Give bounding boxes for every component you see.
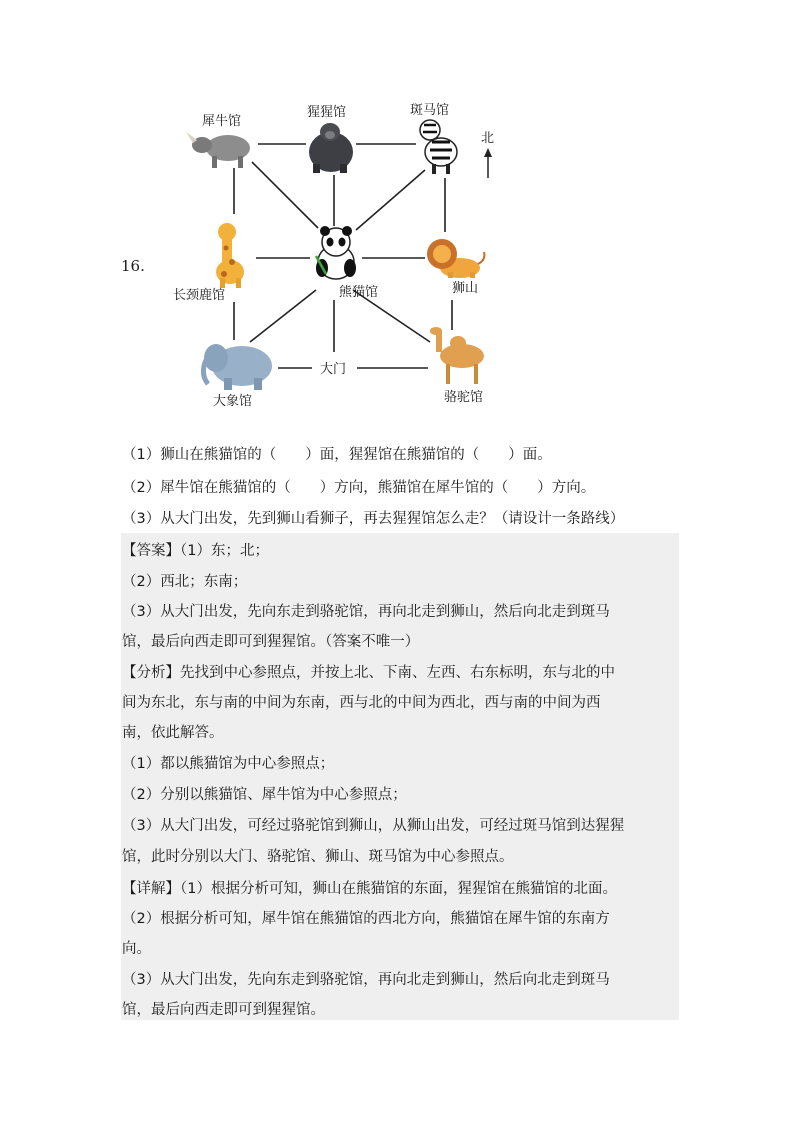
question-1: （1）狮山在熊猫馆的（ ）面，猩猩馆在熊猫馆的（ ）面。: [122, 447, 552, 463]
camel-label: 骆驼馆: [444, 390, 484, 405]
answer-header: 【答案】（1）东；北；: [122, 543, 269, 559]
analysis-header: 【分析】先找到中心参照点，并按上北、下南、左西、右东标明，东与北的中: [122, 665, 615, 681]
analysis-line-3: 南，依此解答。: [122, 725, 224, 741]
analysis-line-7: 馆，此时分别以大门、骆驼馆、狮山、斑马馆为中心参照点。: [122, 849, 514, 865]
analysis-line-4: （1）都以熊猫馆为中心参照点；: [122, 756, 335, 772]
analysis-line-2: 间为东北，东与南的中间为东南，西与北的中间为西北，西与南的中间为西: [122, 695, 601, 711]
detail-line-4: （3）从大门出发，先向东走到骆驼馆，再向北走到狮山，然后向北走到斑马: [122, 972, 610, 988]
answer-line-2: （2）西北；东南；: [122, 574, 248, 590]
gorilla-label: 猩猩馆: [307, 105, 347, 120]
detail-line-5: 馆，最后向西走即可到猩猩馆。: [122, 1002, 325, 1018]
north-arrow: [481, 131, 494, 178]
giraffe-label: 长颈鹿馆: [173, 288, 226, 303]
analysis-line-5: （2）分别以熊猫馆、犀牛馆为中心参照点；: [122, 787, 407, 803]
detail-line-2: （2）根据分析可知，犀牛馆在熊猫馆的西北方向，熊猫馆在犀牛馆的东南方: [122, 911, 610, 927]
zoo-map: [0, 0, 800, 430]
panda-label: 熊猫馆: [339, 285, 379, 300]
path-rhino-panda: [252, 162, 318, 228]
north-label: 北: [481, 131, 495, 146]
answer-line-3: （3）从大门出发，先向东走到骆驼馆，再向北走到狮山，然后向北走到斑马: [122, 604, 610, 620]
detail-line-3: 向。: [122, 941, 151, 957]
gorilla-icon: [309, 123, 353, 173]
question-3: （3）从大门出发，先到狮山看狮子，再去猩猩馆怎么走？（请设计一条路线）: [122, 511, 625, 527]
answer-line-4: 馆，最后向西走即可到猩猩馆。（答案不唯一）: [122, 634, 420, 650]
lion-label: 狮山: [452, 281, 479, 296]
camel-icon: [430, 327, 484, 384]
detail-header: 【详解】（1）根据分析可知，狮山在熊猫馆的东面，猩猩馆在熊猫馆的北面。: [122, 881, 617, 897]
gate-label: 大门: [320, 362, 347, 377]
question-2: （2）犀牛馆在熊猫馆的（ ）方向，熊猫馆在犀牛馆的（ ）方向。: [122, 480, 596, 496]
elephant-label: 大象馆: [213, 394, 253, 409]
zebra-icon: [420, 120, 457, 174]
zebra-label: 斑马馆: [410, 103, 450, 118]
panda-icon: [316, 226, 356, 279]
path-zebra-panda: [356, 170, 425, 230]
analysis-line-6: （3）从大门出发，可经过骆驼馆到狮山，从狮山出发，可经过斑马馆到达猩猩: [122, 818, 625, 834]
elephant-icon: [203, 344, 272, 390]
giraffe-icon: [216, 223, 244, 288]
path-panda-elephant: [250, 290, 316, 342]
lion-icon: [427, 239, 484, 278]
question-number: 16.: [121, 257, 145, 275]
rhino-icon: [186, 132, 250, 168]
rhino-label: 犀牛馆: [202, 114, 242, 129]
